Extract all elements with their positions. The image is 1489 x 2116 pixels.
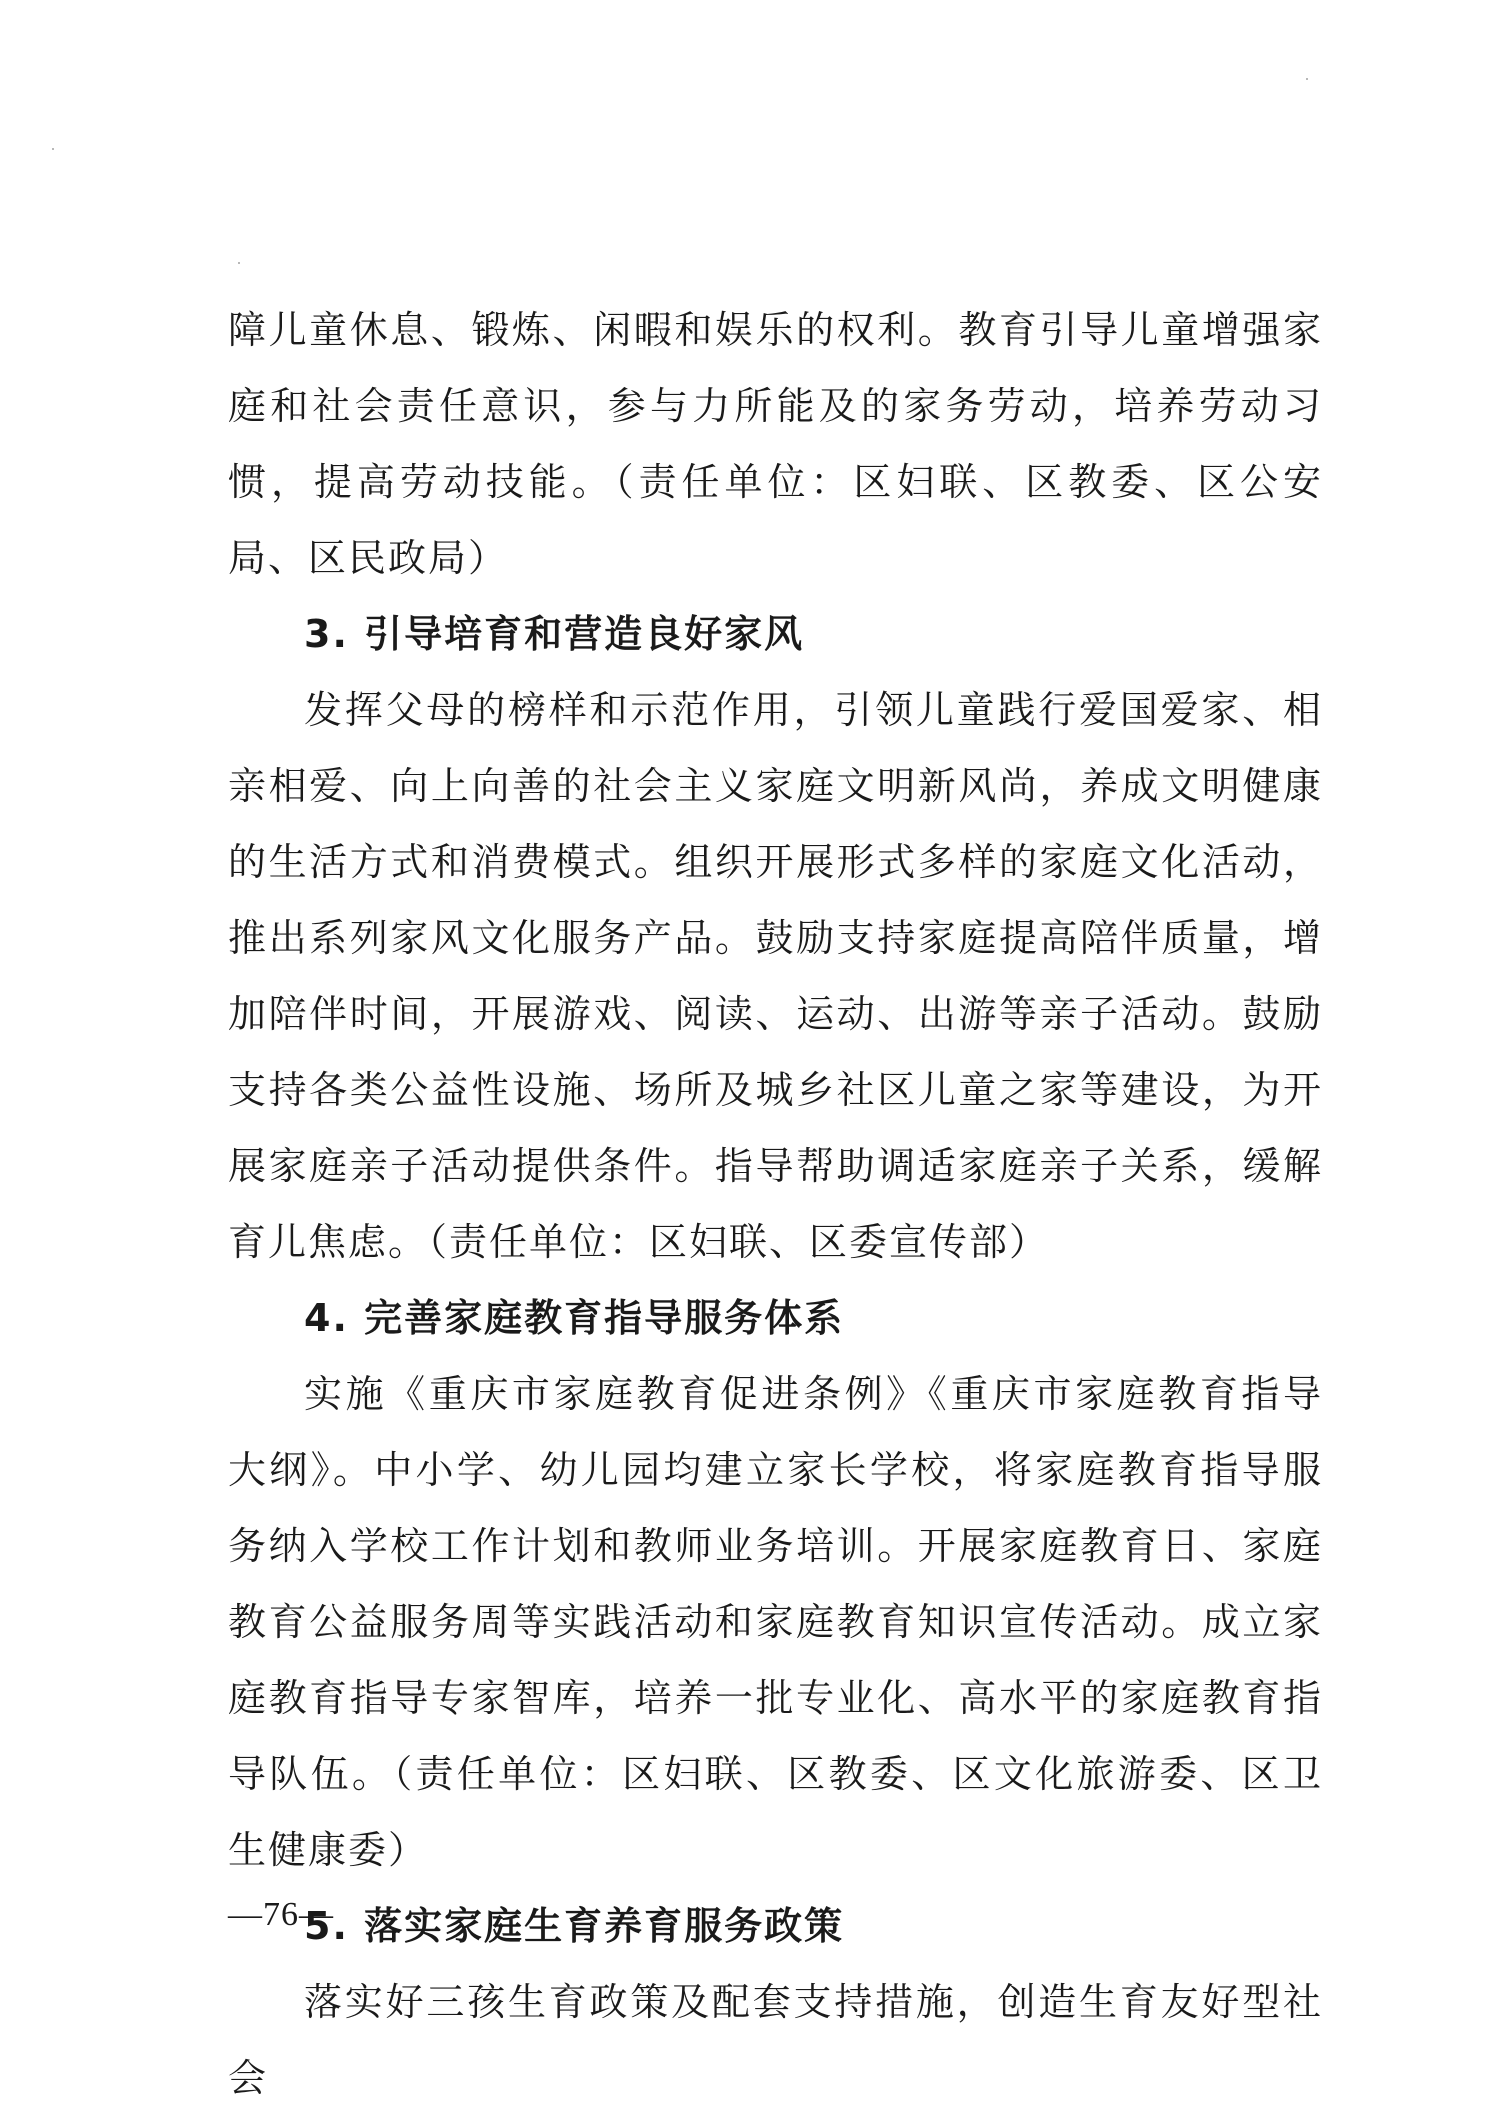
scan-speck <box>52 148 54 150</box>
section-heading-3: 3. 引导培育和营造良好家风 <box>304 612 805 656</box>
paragraph-continuation: 障儿童休息、锻炼、闲暇和娱乐的权利。教育引导儿童增强家庭和社会责任意识，参与力所能及的家务劳动，培养劳动习惯，提高劳动技能。（责任单位：区妇联、区教委、区公安局、区民政局） <box>228 308 1323 580</box>
paragraph-birth-policy: 落实好三孩生育政策及配套支持措施，创造生育友好型社会 <box>228 1980 1323 2100</box>
paragraph-family-tradition: 发挥父母的榜样和示范作用，引领儿童践行爱国爱家、相亲相爱、向上向善的社会主义家庭文明新风尚，养成文明健康的生活方式和消费模式。组织开展形式多样的家庭文化活动，推出系列家风文化服务产品。鼓励支持家庭提高陪伴质量，增加陪伴时间，开展游戏、阅读、运动、出游等亲子活动。鼓励支持各类公益性设施、场所及城乡社区儿童之家等建设，为开展家庭亲子活动提供条件。指导帮助调适家庭亲子关系，缓解育儿焦虑。（责任单位：区妇联、区委宣传部） <box>228 688 1323 1264</box>
section-heading-4: 4. 完善家庭教育指导服务体系 <box>304 1296 845 1340</box>
page-number: —76— <box>228 1896 334 1933</box>
scan-speck <box>1306 78 1308 80</box>
document-body <box>228 292 1323 2116</box>
scan-speck <box>238 262 240 264</box>
paragraph-family-education: 实施《重庆市家庭教育促进条例》《重庆市家庭教育指导大纲》。中小学、幼儿园均建立家长学校，将家庭教育指导服务纳入学校工作计划和教师业务培训。开展家庭教育日、家庭教育公益服务周等实践活动和家庭教育知识宣传活动。成立家庭教育指导专家智库，培养一批专业化、高水平的家庭教育指导队伍。（责任单位：区妇联、区教委、区文化旅游委、区卫生健康委） <box>228 1372 1323 1872</box>
section-heading-5: 5. 落实家庭生育养育服务政策 <box>304 1904 845 1948</box>
